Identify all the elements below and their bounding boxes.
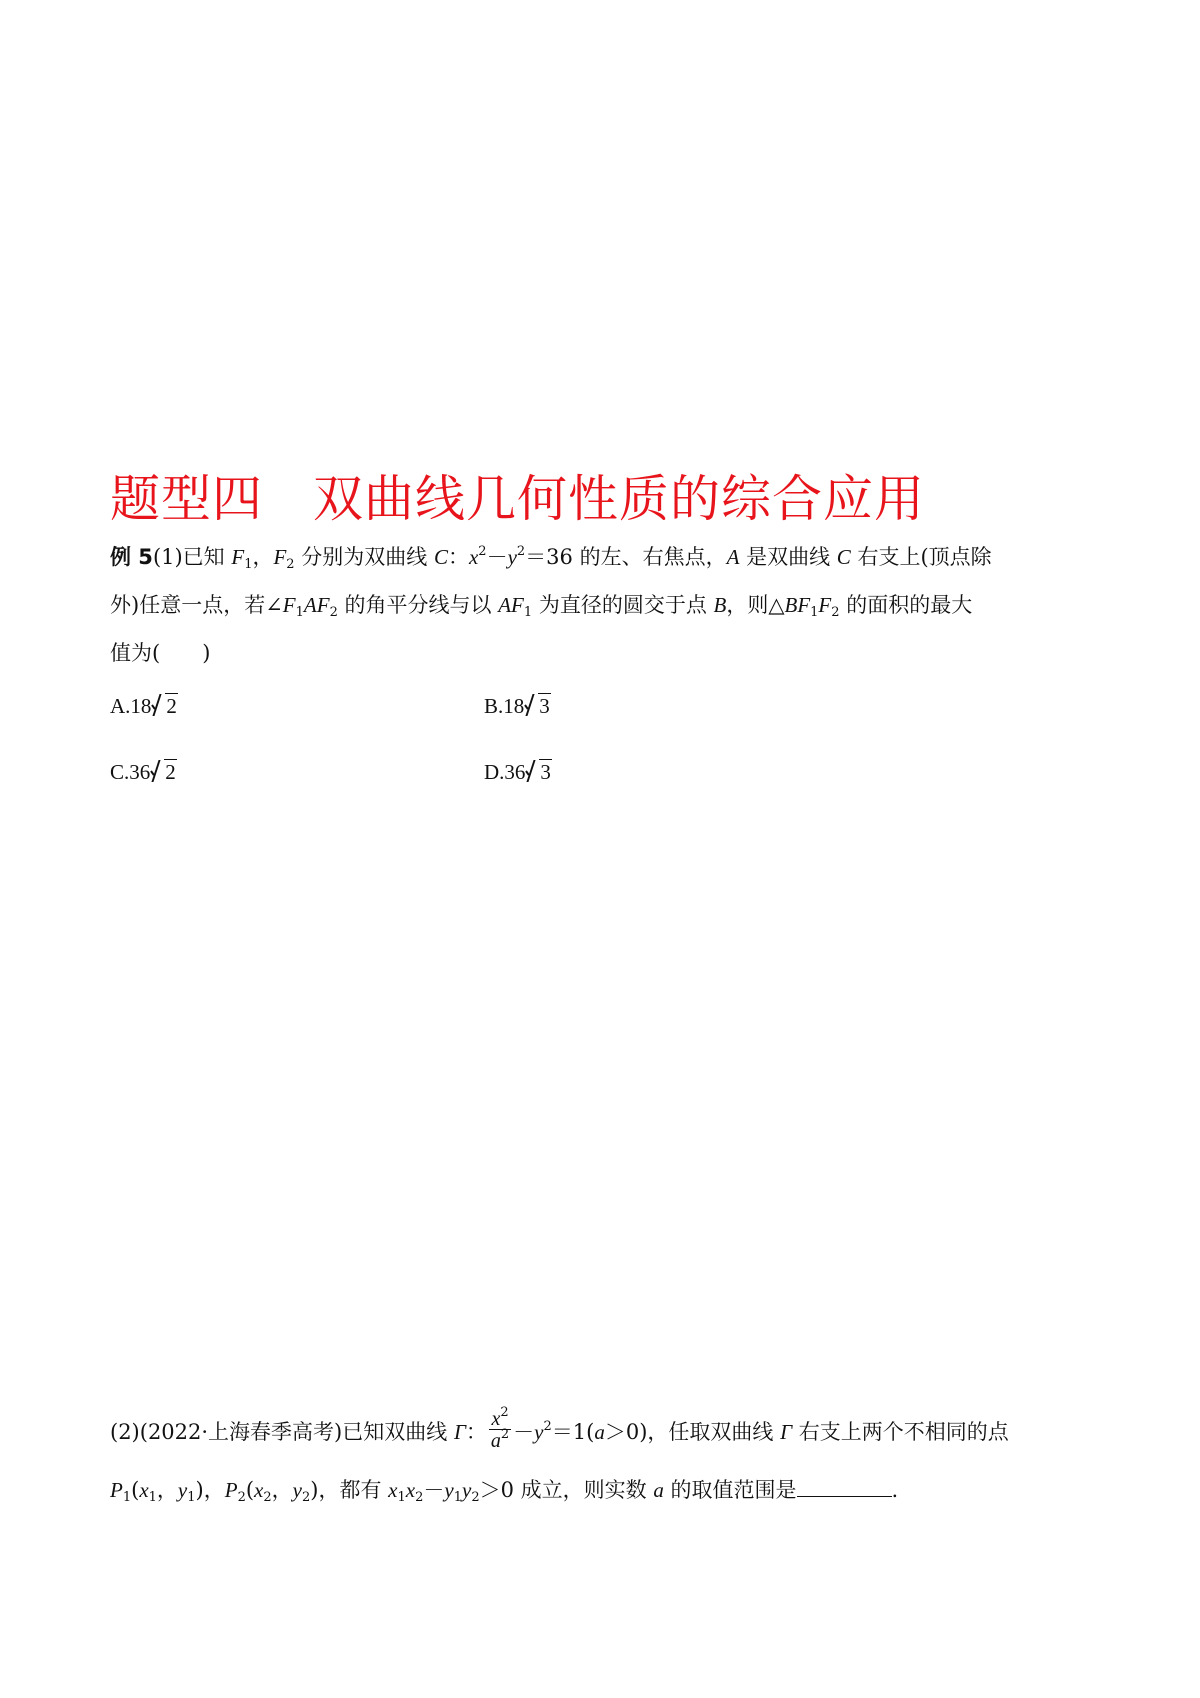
option-c: C.36 2: [110, 756, 177, 788]
example5-line3: 值为( ): [110, 641, 211, 665]
option-d: D.36 3: [484, 756, 552, 788]
option-b: B.18 3: [484, 690, 551, 722]
part2-line1: (2)(2022·上海春季高考)已知双曲线 Γ： $\frac{x^2}{a^2}$ $-y^2=1(a>0)$，任取双曲线 Γ 右支上两个不相同的点: [110, 1405, 1009, 1452]
section-title: [110, 470, 925, 528]
example5-line1: 例 5(1)已知 $F_1$，$F_2$ 分别为双曲线 C：$x^2-y^2=36$ 的左、右焦点，A 是双曲线 C 右支上(顶点除: [110, 544, 992, 572]
section-title-number: 题型四: [110, 470, 263, 528]
example-label: 例 5: [110, 545, 153, 569]
sqrt-symbol: 3: [525, 690, 551, 722]
sqrt-symbol: 3: [526, 756, 552, 788]
answer-blank[interactable]: [797, 1476, 892, 1497]
example5-part1: [110, 533, 1105, 677]
sqrt-symbol: 2: [152, 690, 178, 722]
sqrt-symbol: 2: [151, 756, 177, 788]
fraction: $\frac{x^2}{a^2}$: [490, 1405, 510, 1452]
part2-line2: $P_1(x_1$，$y_1$)，$P_2(x_2$，$y_2$)，都有 $x_1x_2-y_1y_2>0$ 成立，则实数 a 的取值范围是 .: [110, 1478, 899, 1505]
option-a: A.18 2: [110, 690, 178, 722]
example5-part2: [110, 1400, 1105, 1516]
example5-line2: 外)任意一点，若$\angle F_1AF_2$ 的角平分线与以 $AF_1$ 为直径的圆交于点 B，则$\triangle BF_1F_2$ 的面积的最大: [110, 593, 973, 620]
section-title-text: 双曲线几何性质的综合应用: [313, 470, 925, 528]
